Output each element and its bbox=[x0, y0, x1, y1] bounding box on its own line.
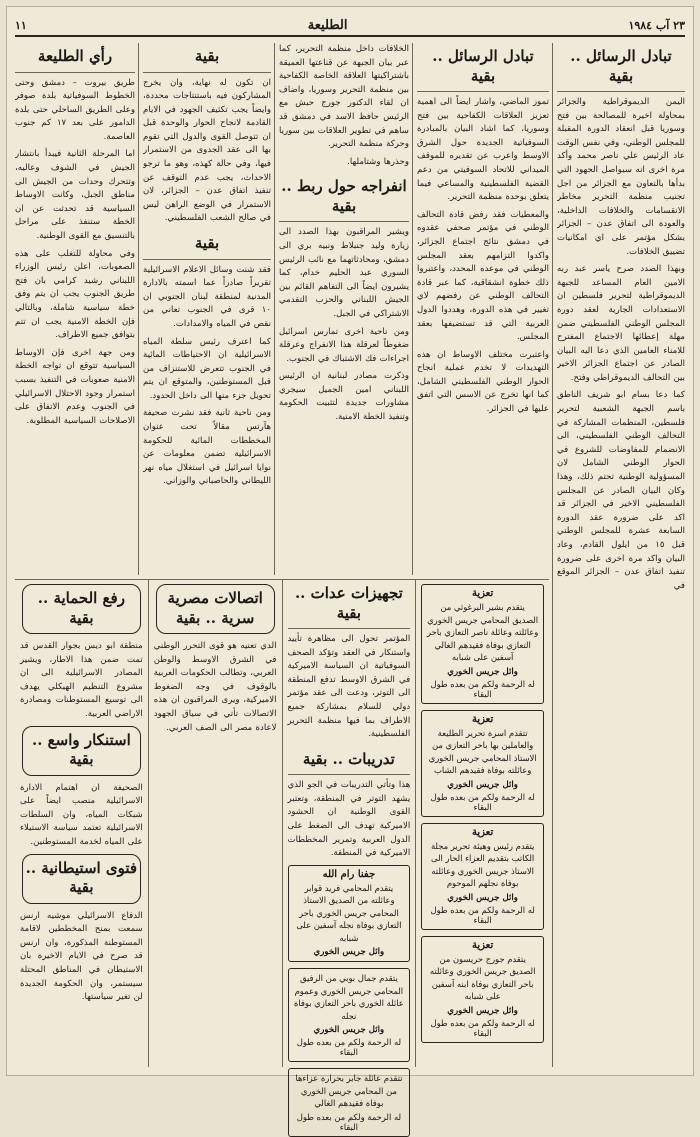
article-paragraph: الصحيفة ان اهتمام الادارة الاسرائيلية منصب ايضاً على شبكات المياه، وان السلطات الاسرائيلية تعتمد سياسة الاستيلاء على المياه لخدمة المستوطنين. bbox=[20, 782, 143, 847]
page-number: ١١ bbox=[15, 18, 27, 32]
tribute-box bbox=[288, 1068, 411, 1137]
notice-title: تعزية bbox=[471, 826, 494, 838]
notice-closing: له الرحمة ولكم من بعده طول البقاء bbox=[430, 1017, 535, 1038]
article-paragraph: وذكرت مصادر لبنانية ان الرئيس اللبناني امين الجميل سيجري مشاورات جديدة لتثبيت الحكومة وتنفيذ الخطة الامنية. bbox=[279, 371, 409, 423]
article-paragraph: الدفاع الاسرائيلي موشيه ارنس سمعت بمنح المخططين لاقامة المستوطنة المذكورة، وان ارنس قد صرح في الايام الاخيرة بان الاستيطان في المناطق المحتلة سيستمر، وان الحكومة الجديدة لن تغير سياستها. bbox=[20, 910, 143, 1003]
article-paragraph: ومن ناحية اخرى تمارس اسرائيل ضغوطاً لعرقلة هذا الانفراج وعرقلة اجراءات فك الاشتباك في الجنوب. bbox=[279, 326, 409, 364]
issue-date: ٢٣ آب ١٩٨٤ bbox=[628, 18, 685, 32]
article-paragraph: ومن ناحية ثانية فقد نشرت صحيفة هآرتس مقالاً تحت عنوان المخططات المائية للحكومة الاسرائيلية تضمن معلومات عن نوايا اسرائيل في استغلال مياه نهر الليطاني والحاصباني والوزاني. bbox=[143, 408, 271, 487]
headline-ray-altaliaa: رأي الطليعة bbox=[15, 43, 135, 73]
article-paragraph: كما اعترف رئيس سلطة المياه الاسرائيلية ان الاحتياطات المائية في الجنوب تتعرض للاستنزاف من قبل المستوطنين، والمتوقع ان يتم تحويل جزء منها الى داخل الحدود. bbox=[143, 336, 271, 401]
headline-baqiya-2: بقية bbox=[143, 230, 271, 260]
tribute-signature: وائل جريس الخوري bbox=[313, 1025, 385, 1036]
article-paragraph: الدي تعنيه هو قوى التحرر الوطني في الشرق الاوسط والوطن العربي، وتطالب الحكومات العربية بالوقوف في وجه الضغوط الاميركية، ويرى المراقبون ان هذه الاتصالات تأتي في سياق الجهود لاعادة مصر الى الصف العربي. bbox=[153, 641, 277, 733]
column-rule bbox=[274, 43, 275, 575]
headline-tadribat: تدريبات .. بقية bbox=[288, 746, 411, 776]
headline-tabadul: تبادل الرسائل .. بقية bbox=[557, 43, 685, 92]
article-paragraph: اليمن الديموقراطية والجزائر بمحاولة اخيرة للمصالحة بين فتح وسوريا قبل انعقاد الدورة المقبلة للمجلس الوطني، وفي نفس الوقت عاد الرئيس علي ناصر محمد وأكد مرة اخرى انه سيواصل الجهود التي بدأها بالتعاون مع الجزائر من اجل تجنيب منظمة التحرير مخاطر الانقسامات والخلافات الداخلية، والعودة الى اتفاق عدن – الجزائر بشكل مؤتمر على اي امكانيات تضييق الخلافات. bbox=[557, 97, 685, 257]
tribute-closing: له الرحمة ولكم من بعده طول البقاء bbox=[296, 1111, 401, 1132]
notices-column bbox=[416, 580, 549, 1067]
tribute-text: تتقدم عائلة جابر بحرارة عزاءها من المحامي جريس الخوري بوفاة فقيدهم الغالي bbox=[295, 1073, 403, 1109]
tribute-box bbox=[288, 968, 411, 1062]
column-rule bbox=[138, 43, 139, 575]
article-paragraph: ويشير المراقبون بهذا الصدد الى زيارة وليد جنبلاط ونبيه بري الى دمشق، ومحادثاتهما مع نائب الرئيس السوري عبد الحليم خدام، كما يشيرون ايضاً الى التفاهم القائم بين الجيش اللبناني والحزب التقدمي الاشتراكي في الجبل. bbox=[279, 227, 409, 319]
notice-text: يتقدم جورج حريسون من الصديق جريس الخوري وعائلته باحر التعازي بوفاة ابنه آسفين على شبابه bbox=[429, 953, 536, 1001]
column-3 bbox=[279, 43, 409, 575]
article-paragraph: منطقة ابو ديس بجوار القدس قد تمت ضمن هذا الاطار، ويشير المصادر الاسرائيلية الى ان مشروع التنظيم الهيكلي يهدف الى توسيع المستوطنات ومصادرة الاراضي العربية. bbox=[20, 641, 143, 719]
left-lower-column bbox=[15, 580, 149, 1067]
article-paragraph: ان تكون له نهاية، وان يخرج المشاركون فيه باستنتاجات محددة، وايضاً يجب تكثيف الجهود في الايام القادمة لانجاح الحوار والوحدة قبل ان تتوصل القوى والدول التي تقوم بها الى عقد الجدوى من الاستمرار فيها، وفي حالة كهذه، وهو ما ترجو الاحداث، يجب عدم التوقف عن تنفيذ اتفاق عدن – الجزائر، لان الاستمرار في الوضع الراهن ليس في صالح الشعب الفلسطيني. bbox=[143, 77, 271, 224]
article-paragraph: طريق بيروت – دمشق وحتى الخطوط السوفياتية بلدة صوفر وعلى الطريق الساحلي حتى بلدة الدامور على بعد ١٧ كم جنوب العاصمة. bbox=[15, 77, 135, 142]
column-2 bbox=[417, 43, 549, 575]
notice-title: تعزية bbox=[471, 588, 494, 599]
article-paragraph: كما دعا بسام ابو شريف الناطق باسم الجبهة الشعبية لتحرير فلسطين، المنظمات المشاركة في التحالف الوطني الفلسطيني، الى الانضمام للمفاوضات للشروع في الحوار الوطني الشامل لان المسؤولية الوطنية تحتم ذلك، وهذا وكان البيان الصادر عن المجلس الفلسطيني الاخير في الجزائر قد اكد على ضرورة عقد الدورة السابعة عشرة للمجلس الوطني قبل ١٥ من ايلول القادم، وعاد البيان واكد مرة اخرى على ضرورة تنفيذ اتفاق عدن – الجزائر الموقع في bbox=[557, 390, 685, 591]
tribute-signature: وائل جريس الخوري bbox=[313, 947, 385, 958]
notice-closing: له الرحمة ولكم من بعده طول البقاء bbox=[430, 791, 535, 812]
notice-title: تعزية bbox=[471, 713, 494, 725]
headline-rafa-alhimaya: رفع الحماية .. بقية bbox=[22, 584, 141, 634]
headline-tabadul-2: تبادل الرسائل .. بقية bbox=[417, 43, 549, 92]
tribute-text: يتقدم جمال بوبي من الرفيق المحامي جريس الخوري وعموم عائلة الخوري باحر التعازي بوفاة نجله bbox=[293, 973, 404, 1021]
article-paragraph: وبهذا الصدد صرح ياسر عبد ربه الامين العام المساعد للجبهة الديموقراطية لتحرير فلسطين ان الاستعدادات الجارية لعقد دورة المجلس الوطني الفلسطيني ضمن مهلة إعطائها الاجتماع المفترح للامناء العامين الذي دعا اليه البيان الصادر عن اجتماع الجزائر الاخير بين التحالف الديموقراطي وفتح. bbox=[557, 264, 685, 383]
headline-baqiya: بقية bbox=[143, 43, 271, 73]
column-rule bbox=[552, 43, 553, 1067]
notice-signature: وائل جريس الخوري bbox=[447, 892, 518, 903]
article-paragraph: وحذرها وشتاملها. bbox=[347, 156, 409, 167]
notice-text: يتقدم بشير البرغوثي من الصديق المحامي جريس الخوري وعائلته وعائلة ناصر التعازي باحر التعازي بوفاة فقيدهم الغالي آسفين على شبابه bbox=[426, 602, 539, 662]
column-4 bbox=[143, 43, 271, 575]
notice-signature: وائل جريس الخوري bbox=[447, 666, 518, 677]
notice-signature: وائل جريس الخوري bbox=[447, 1005, 518, 1016]
column-5 bbox=[15, 43, 135, 575]
headline-istinkar: استنكار واسع .. بقية bbox=[22, 726, 141, 776]
headline-infiraj: انفراجه حول ربط .. بقية bbox=[279, 173, 409, 222]
notice-signature: وائل جريس الخوري bbox=[447, 779, 518, 790]
article-paragraph: فقد شنت وسائل الاعلام الاسرائيلية تقريراً صادراً عما اسمته بالادارة المدنية لمنطقة لبنان الجنوبي ان ١٠ قرى في الجنوب تعاني من نقص في المياه والامدادات. bbox=[143, 264, 271, 329]
article-paragraph: الخلافات داخل منظمة التحرير، كما عبر بيان الجبهة عن قناعتها العميقة باشتراكيتها العلاقة الخاصة الكفاحية بين منظمة التحرير وسوريا، واضاف ان لقاء الدكتور جورج حبش مع الرئيس حافظ الاسد في دمشق قد ساهم في تطوير العلاقات بين سوريا وحركة منظمة التحرير. bbox=[279, 44, 409, 150]
notice-box bbox=[421, 710, 544, 817]
headline-tajhizat: تجهيزات عدات .. بقية bbox=[288, 580, 411, 629]
notice-box bbox=[421, 584, 544, 704]
notice-text: يتقدم رئيس وهيئة تحرير مجلة الكاتب بتقديم العزاء الحار الى الاستاذ جريس الخوري وعائلته بوفاة نجلهم الموحوم bbox=[430, 840, 535, 888]
notice-closing: له الرحمة ولكم من بعده طول البقاء bbox=[430, 904, 535, 925]
headline-fatawa: فتوى استيطانية .. بقية bbox=[22, 854, 141, 904]
masthead bbox=[15, 15, 685, 37]
column-1 bbox=[557, 43, 685, 1067]
notice-box bbox=[421, 823, 544, 930]
tribute-closing: له الرحمة ولكم من بعده طول البقاء bbox=[296, 1037, 401, 1058]
notice-title: تعزية bbox=[471, 939, 494, 951]
article-paragraph: المؤتمر تحول الى مظاهرة تأييد واستنكار في العقد وتؤكد الصحف السوفياتية ان السياسة الاميركية في الشرق الاوسط تدفع المنطقة الى التوتر، ودعت الى عقد مؤتمر دولي للسلام بمشاركة جميع الاطراف بما فيها منظمة التحرير الفلسطينية. bbox=[287, 634, 411, 740]
headline-ittisalat: اتصالات مصرية سرية .. بقية bbox=[156, 584, 275, 634]
notice-closing: له الرحمة ولكم من بعده طول البقاء bbox=[430, 678, 535, 699]
article-paragraph: تموز الماضي، واشار ايضاً الى اهمية تعزيز العلاقات الكفاحية بين فتح وسوريا، كما اشاد البيان بالمبادرة السوفياتية الجديدة حول الشرق الاوسط واعرب عن تقديره للموقف الميداني للاتحاد السوفيتي من دعم القضية الفلسطينية والمساعي فيما يتعلق بوحدة منظمة التحرير. bbox=[417, 97, 549, 203]
article-paragraph: هذا وتأتي التدريبات في الجو الذي يشهد التوتر في المنطقة، وتعتبر القوى الوطنية ان الحشود الاميركية تهدف الى الضغط على الدول العربية وتمرير المخططات الاميركية في المنطقة. bbox=[287, 780, 411, 859]
article-paragraph: وفي محاولة للتغلب على هذه الصعوبات، اعلن رئيس الوزراء اللبناني رشيد كرامي بان فتح طريق الجنوب يجب ان يتم وفق خطة سياسية شاملة، وبالتالي فإن الخطة الامنية يجب ان تتم بتوافق جميع الاطراف. bbox=[15, 248, 135, 341]
notice-text: تتقدم اسرة تحرير الطليعة والعاملين بها باحر التعازي من الاستاذ المحامي جريس الخوري وعائلته بوفاة فقيدهم الشاب bbox=[428, 727, 537, 775]
article-paragraph: ومن جهة اخرى فإن الاوساط السياسية تتوقع ان تواجه الخطة الامنية صعوبات في التنفيذ بسبب استمرار وجود الاحتلال الاسرائيلي في الجنوب وعدم الاتفاق على الاصلاحات السياسية المطلوبة. bbox=[15, 347, 135, 426]
tributes-column bbox=[283, 580, 417, 1132]
lower-section bbox=[15, 579, 549, 1132]
tribute-box bbox=[288, 865, 411, 963]
article-paragraph: اما المرحلة الثانية فيبدأ بانتشار الجيش في الشوف وعاليه، وتتحرك وحدات من الجيش الى مناطق الجبل، وكانت الاوساط السياسية قد تحدثت عن ان الخطة ستنفذ على مراحل بالتنسيق مع القوى الوطنية. bbox=[15, 149, 135, 242]
notice-box bbox=[421, 936, 544, 1043]
column-rule bbox=[412, 43, 413, 575]
ittisalat-column bbox=[149, 580, 283, 1067]
tribute-text: يتقدم المحامي فريد قوابر وعائلته من الصديق الاستاذ المحامي جريس الخوري باحر التعازي بوفاة نجله آسفين على شبابه bbox=[296, 882, 402, 943]
article-paragraph: واعتبرت مختلف الاوساط ان هذه التهديدات لا تخدم عملية انجاح الحوار الوطني الفلسطيني الشامل، كما انها تخرج عن الاسس التي اتفق عليها في الجزائر. bbox=[417, 349, 549, 415]
article-paragraph: والمعطيات فقد رفض قادة التحالف الوطني في مؤتمر صحفي عقدوه في دمشق نتائج اجتماع الجزائر، واكدوا التزامهم بعقد المجلس الوطني في موعده المحدد، واعتبروا ذلك خطوة انشقاقية، كما عبر قادة التحالف الوطني عن رفضهم لاي تغيير في هذه الدورة، وهددوا الدول العربية التي قد تستضيفها بعقد المجلس. bbox=[417, 209, 549, 343]
newspaper-name: الطليعة bbox=[307, 17, 348, 33]
tribute-title: جفنا رام الله bbox=[322, 868, 376, 880]
newspaper-page bbox=[6, 6, 694, 1132]
